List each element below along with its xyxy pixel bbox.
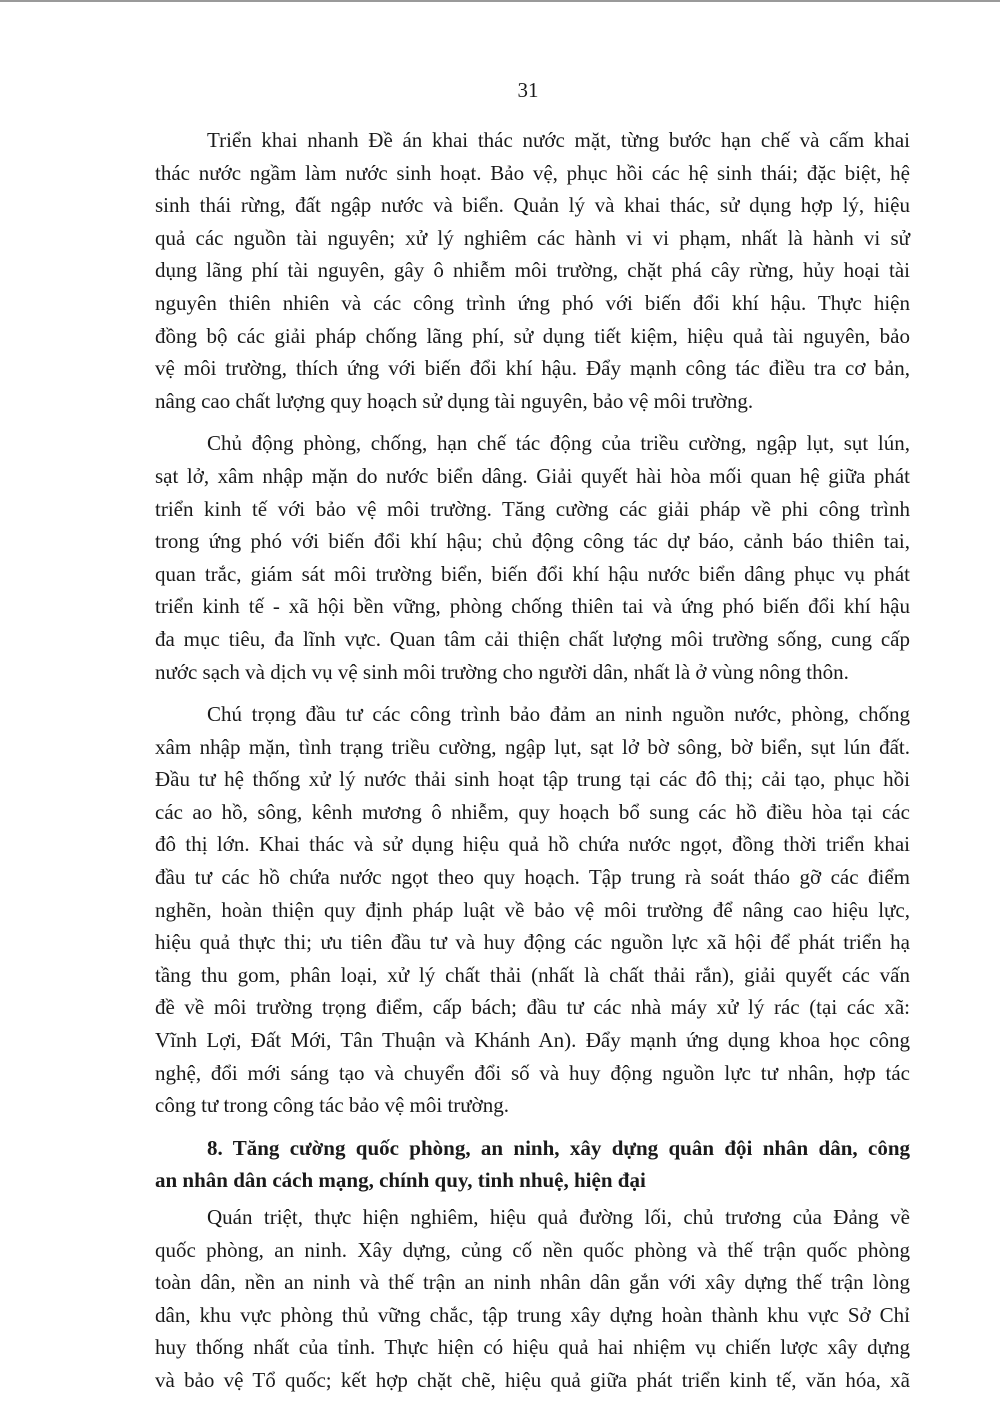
text-line: sạt lở, xâm nhập mặn do nước biển dâng. Giải quyết hài hòa mối quan hệ giữa phát xyxy=(155,463,910,488)
text-line: đồng bộ các giải pháp chống lãng phí, sử dụng tiết kiệm, hiệu quả tài nguyên, bảo xyxy=(155,323,910,348)
heading-line: 8. Tăng cường quốc phòng, an ninh, xây dựng quân đội nhân dân, công xyxy=(207,1135,910,1160)
text-line: triển kinh tế - xã hội bền vững, phòng chống thiên tai và ứng phó biến đổi khí hậu xyxy=(155,594,910,619)
text-line: tầng thu gom, phân loại, xử lý chất thải (nhất là chất thải rắn), giải quyết các vấn xyxy=(155,962,910,987)
text-line: quả các nguồn tài nguyên; xử lý nghiêm các hành vi vi phạm, nhất là hành vi sử xyxy=(155,225,910,250)
text-line: quốc phòng, an ninh. Xây dựng, củng cố nền quốc phòng và thế trận quốc phòng xyxy=(155,1237,910,1262)
text-line: sinh thái rừng, đất ngập nước và biển. Quản lý và khai thác, sử dụng hợp lý, hiệu xyxy=(155,193,910,218)
page-top-border xyxy=(0,0,1000,2)
text-line: nước sạch và dịch vụ vệ sinh môi trường cho người dân, nhất là ở vùng nông thôn. xyxy=(155,659,849,684)
text-line: nghẽn, hoàn thiện quy định pháp luật về bảo vệ môi trường để nâng cao hiệu lực, xyxy=(155,897,910,922)
text-line: Triển khai nhanh Đề án khai thác nước mặt, từng bước hạn chế và cấm khai xyxy=(207,128,910,152)
text-line: nguyên thiên nhiên và các công trình ứng phó với biến đổi khí hậu. Thực hiện xyxy=(155,290,910,315)
text-line: triển kinh tế với bảo vệ môi trường. Tăng cường các giải pháp về phi công trình xyxy=(155,496,910,521)
section-heading xyxy=(155,1132,910,1197)
text-line: nghệ, đổi mới sáng tạo và chuyển đổi số và huy động nguồn lực tư nhân, hợp tác xyxy=(155,1060,910,1085)
text-line: Đầu tư hệ thống xử lý nước thải sinh hoạt tập trung tại các đô thị; cải tạo, phục hồi xyxy=(155,767,910,792)
paragraph-water-resources xyxy=(155,124,910,417)
text-line: đầu tư các hồ chứa nước ngọt theo quy hoạch. Tập trung rà soát tháo gỡ các điểm xyxy=(155,865,910,890)
page-number: 31 xyxy=(517,78,539,102)
heading-line: an nhân dân cách mạng, chính quy, tinh nhuệ, hiện đại xyxy=(155,1168,646,1193)
text-line: đa mục tiêu, đa lĩnh vực. Quan tâm cải thiện chất lượng môi trường sống, cung cấp xyxy=(155,626,910,651)
text-line: công tư trong công tác bảo vệ môi trường. xyxy=(155,1093,510,1118)
text-line: Chú trọng đầu tư các công trình bảo đảm an ninh nguồn nước, phòng, chống xyxy=(207,702,910,727)
text-line: quan trắc, giám sát môi trường biển, biến đổi khí hậu nước biển dâng phục vụ phát xyxy=(155,561,910,586)
text-line: dụng lãng phí tài nguyên, gây ô nhiễm môi trường, chặt phá cây rừng, hủy hoại tài xyxy=(155,258,910,283)
text-line: và bảo vệ Tổ quốc; kết hợp chặt chẽ, hiệu quả giữa phát triển kinh tế, văn hóa, xã xyxy=(155,1367,910,1392)
text-line: dân, khu vực phòng thủ vững chắc, tập trung xây dựng hoàn thành khu vực Sở Chỉ xyxy=(155,1302,910,1327)
text-line: Chủ động phòng, chống, hạn chế tác động của triều cường, ngập lụt, sụt lún, xyxy=(207,431,910,456)
text-line: vệ môi trường, thích ứng với biến đổi khí hậu. Đẩy mạnh công tác điều tra cơ bản, xyxy=(155,356,910,381)
paragraph-infrastructure-investment xyxy=(155,698,910,1122)
text-line: Vĩnh Lợi, Đất Mới, Tân Thuận và Khánh An). Đẩy mạnh ứng dụng khoa học công xyxy=(155,1028,910,1053)
document-body xyxy=(155,124,910,1407)
text-line: thác nước ngầm làm nước sinh hoạt. Bảo vệ, phục hồi các hệ sinh thái; đặc biệt, hệ xyxy=(155,160,910,185)
text-line: trong ứng phó với biến đổi khí hậu; chủ động công tác dự báo, cảnh báo thiên tai, xyxy=(155,529,910,554)
text-line: toàn dân, nền an ninh và thế trận an ninh nhân dân gắn với xây dựng thế trận lòng xyxy=(155,1270,910,1295)
text-line: xâm nhập mặn, tình trạng triều cường, ngập lụt, sạt lở bờ sông, bờ biển, sụt lún đất. xyxy=(155,734,910,759)
text-line: đề về môi trường trọng điểm, cấp bách; đầu tư các nhà máy xử lý rác (tại các xã: xyxy=(155,995,910,1020)
text-line: đô thị lớn. Khai thác và sử dụng hiệu quả hồ chứa nước ngọt, đồng thời triển khai xyxy=(155,832,910,857)
paragraph-climate-response xyxy=(155,427,910,688)
text-line: huy thống nhất của tỉnh. Thực hiện có hiệu quả hai nhiệm vụ chiến lược xây dựng xyxy=(155,1335,910,1360)
text-line: Quán triệt, thực hiện nghiêm, hiệu quả đường lối, chủ trương của Đảng về xyxy=(207,1205,910,1229)
paragraph-defense-security xyxy=(155,1201,910,1397)
text-line: nâng cao chất lượng quy hoạch sử dụng tài nguyên, bảo vệ môi trường. xyxy=(155,388,754,413)
text-line: hiệu quả thực thi; ưu tiên đầu tư và huy động các nguồn lực xã hội để phát triển hạ xyxy=(155,930,910,955)
text-line: các ao hồ, sông, kênh mương ô nhiễm, quy hoạch bổ sung các hồ điều hòa tại các xyxy=(155,799,910,824)
